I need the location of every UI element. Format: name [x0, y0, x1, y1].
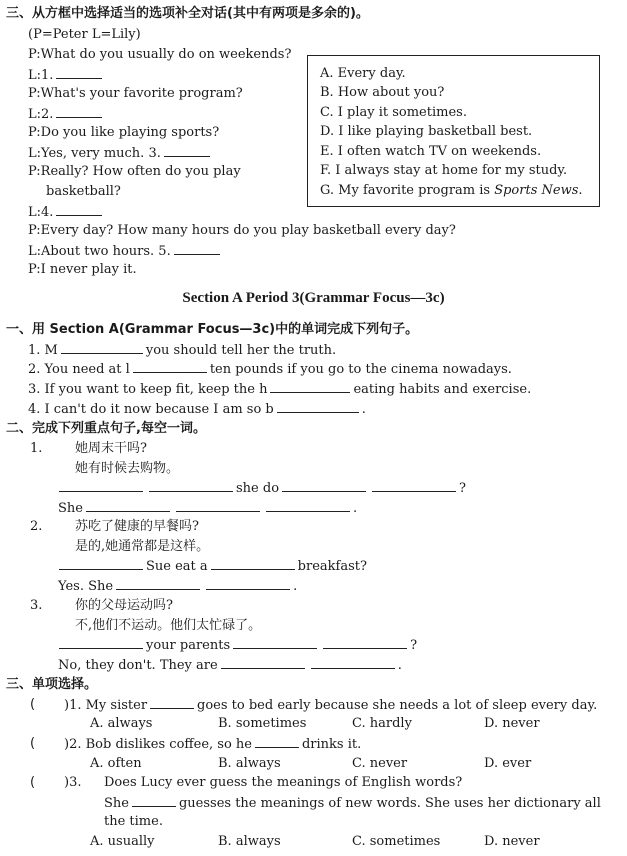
s2-q1-num: 1. — [30, 441, 43, 456]
answer-blank[interactable] — [150, 696, 194, 709]
dialogue-line: L:Yes, very much. 3. — [28, 144, 213, 162]
answer-blank[interactable] — [56, 105, 102, 118]
answer-blank[interactable] — [221, 656, 305, 669]
mc-q3-question: Does Lucy ever guess the meanings of English words? — [104, 775, 463, 790]
s2-q1-cn: 她周末干吗? — [75, 441, 147, 456]
mc-q3-answer: She guesses the meanings of new words. She uses her dictionary all — [104, 796, 601, 811]
answer-blank[interactable] — [211, 557, 295, 570]
answer-blank[interactable] — [59, 479, 143, 492]
dialogue-line: P:Every day? How many hours do you play basketball every day? — [28, 223, 456, 238]
option-e: E. I often watch TV on weekends. — [320, 144, 542, 159]
dialogue-line: L:1. — [28, 66, 105, 84]
answer-blank[interactable] — [206, 577, 290, 590]
dialogue-line: L:4. — [28, 203, 105, 221]
dialogue-line: P:What do you usually do on weekends? — [28, 47, 292, 62]
answer-blank[interactable] — [233, 636, 317, 649]
s2-q3-cn: 不,他们不运动。他们太忙碌了。 — [75, 618, 262, 633]
answer-paren[interactable]: ( — [30, 775, 36, 790]
answer-blank[interactable] — [266, 499, 350, 512]
options-box — [307, 55, 600, 207]
mc-q2: )2. Bob dislikes coffee, so he drinks it. — [64, 737, 362, 752]
s2-q2-en: Sue eat a breakfast? — [56, 557, 367, 575]
option-g: G. My favorite program is Sports News. — [320, 183, 583, 198]
s2-q2-num: 2. — [30, 519, 43, 534]
s1-heading: 一、用 Section A(Grammar Focus—3c)中的单词完成下列句子。 — [6, 322, 419, 337]
answer-blank[interactable] — [255, 735, 299, 748]
roles-line: (P=Peter L=Lily) — [28, 27, 141, 42]
part3-heading: 三、从方框中选择适当的选项补全对话(其中有两项是多余的)。 — [6, 6, 369, 21]
mc-q3-opt-c[interactable]: C. sometimes — [352, 834, 441, 849]
answer-paren[interactable]: ( — [30, 697, 36, 712]
s1-line: 3. If you want to keep fit, keep the h eating habits and exercise. — [28, 382, 532, 397]
section-title: Section A Period 3(Grammar Focus—3c) — [182, 290, 445, 306]
answer-blank[interactable] — [164, 144, 210, 157]
answer-blank[interactable] — [372, 479, 456, 492]
dialogue-line: P:Do you like playing sports? — [28, 125, 220, 140]
dialogue-line: basketball? — [46, 184, 121, 199]
answer-blank[interactable] — [133, 360, 207, 373]
answer-blank[interactable] — [323, 636, 407, 649]
answer-blank[interactable] — [149, 479, 233, 492]
option-a: A. Every day. — [320, 66, 406, 81]
dialogue-line: L:About two hours. 5. — [28, 242, 223, 260]
option-d: D. I like playing basketball best. — [320, 124, 533, 139]
answer-blank[interactable] — [86, 499, 170, 512]
answer-blank[interactable] — [277, 400, 359, 413]
s2-q2-ans: Yes. She . — [58, 579, 298, 594]
dialogue-line: L:2. — [28, 105, 105, 123]
dialogue-line: P:What's your favorite program? — [28, 86, 243, 101]
mc-q2-opt-d[interactable]: D. ever — [484, 756, 532, 771]
option-f: F. I always stay at home for my study. — [320, 163, 568, 178]
answer-blank[interactable] — [174, 242, 220, 255]
mc-q1-opt-b[interactable]: B. sometimes — [218, 716, 307, 731]
mc-q2-opt-c[interactable]: C. never — [352, 756, 408, 771]
s2-q2-cn: 苏吃了健康的早餐吗? — [75, 519, 199, 534]
answer-blank[interactable] — [132, 794, 176, 807]
answer-blank[interactable] — [56, 66, 102, 79]
s1-line: 1. M you should tell her the truth. — [28, 343, 337, 358]
answer-blank[interactable] — [56, 203, 102, 216]
dialogue-line: P:I never play it. — [28, 262, 137, 277]
answer-blank[interactable] — [59, 557, 143, 570]
answer-blank[interactable] — [61, 341, 143, 354]
mc-q3-opt-a[interactable]: A. usually — [90, 834, 155, 849]
mc-q2-opt-b[interactable]: B. always — [218, 756, 281, 771]
s2-q3-ans: No, they don't. They are . — [58, 658, 402, 673]
s1-line: 4. I can't do it now because I am so b . — [28, 402, 366, 417]
answer-blank[interactable] — [59, 636, 143, 649]
answer-blank[interactable] — [176, 499, 260, 512]
mc-q1-opt-a[interactable]: A. always — [90, 716, 153, 731]
option-b: B. How about you? — [320, 85, 445, 100]
mc-q3-opt-b[interactable]: B. always — [218, 834, 281, 849]
s3-heading: 三、单项选择。 — [6, 677, 98, 692]
option-c: C. I play it sometimes. — [320, 105, 467, 120]
s2-q3-en: your parents ? — [56, 636, 417, 654]
mc-q3-num: )3. — [64, 775, 82, 790]
answer-blank[interactable] — [270, 380, 350, 393]
mc-q1-opt-d[interactable]: D. never — [484, 716, 540, 731]
answer-paren[interactable]: ( — [30, 736, 36, 751]
s2-q2-cn: 是的,她通常都是这样。 — [75, 539, 210, 554]
mc-q3-answer-cont: the time. — [104, 814, 163, 829]
s2-q3-num: 3. — [30, 598, 43, 613]
s1-line: 2. You need at l ten pounds if you go to the cinema nowadays. — [28, 362, 512, 377]
s2-q1-en: she do ? — [56, 479, 466, 497]
s2-q1-ans: She . — [58, 501, 358, 516]
s2-heading: 二、完成下列重点句子,每空一词。 — [6, 421, 206, 436]
answer-blank[interactable] — [311, 656, 395, 669]
s2-q1-cn: 她有时候去购物。 — [75, 461, 180, 476]
answer-blank[interactable] — [116, 577, 200, 590]
mc-q1-opt-c[interactable]: C. hardly — [352, 716, 412, 731]
answer-blank[interactable] — [282, 479, 366, 492]
dialogue-line: P:Really? How often do you play — [28, 164, 241, 179]
s2-q3-cn: 你的父母运动吗? — [75, 598, 173, 613]
mc-q3-opt-d[interactable]: D. never — [484, 834, 540, 849]
mc-q1: )1. My sister goes to bed early because she needs a lot of sleep every day. — [64, 698, 598, 713]
mc-q2-opt-a[interactable]: A. often — [90, 756, 142, 771]
